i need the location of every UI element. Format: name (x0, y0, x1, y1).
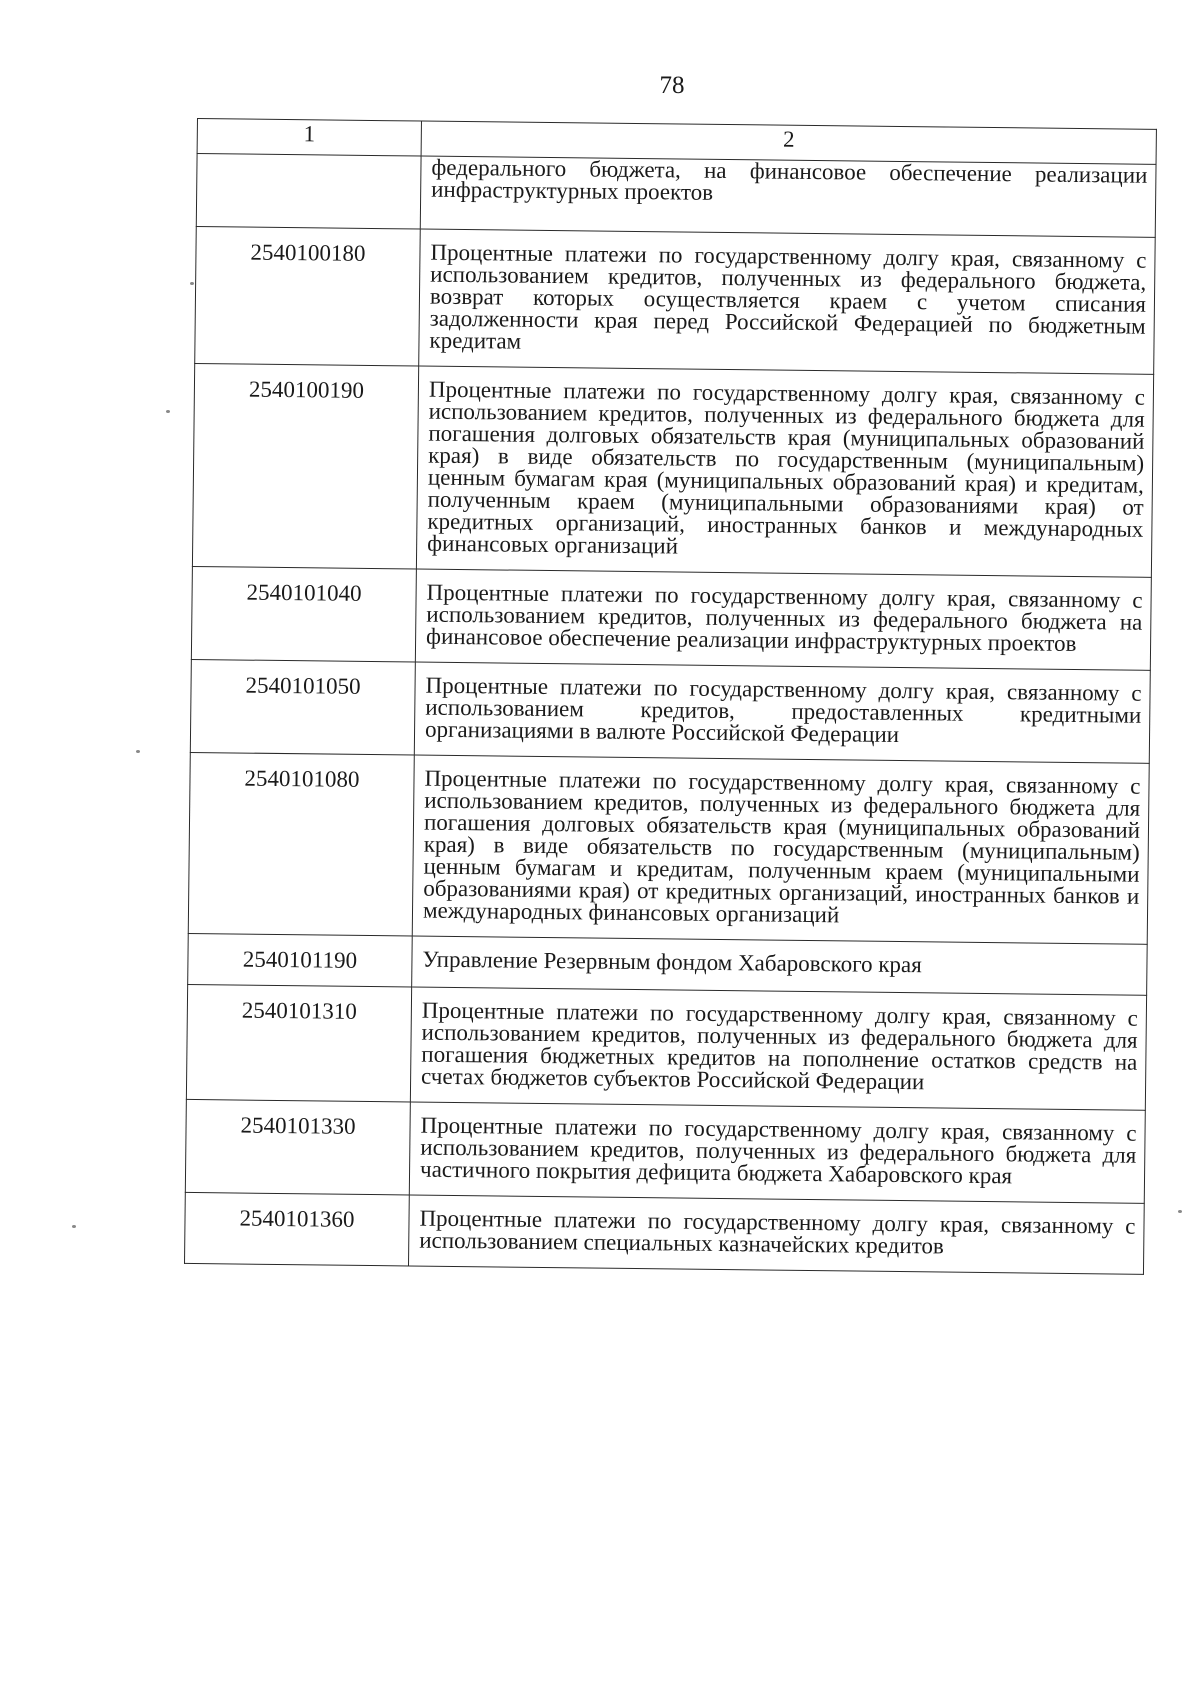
row-code: 2540101040 (191, 566, 416, 662)
table-row (190, 659, 1150, 763)
table-row (196, 154, 1156, 238)
row-code: 2540101330 (185, 1099, 410, 1195)
row-code: 2540101080 (188, 752, 414, 936)
row-code: 2540101190 (188, 933, 413, 987)
table-row (186, 984, 1146, 1110)
table-row (185, 1192, 1145, 1274)
budget-code-table (184, 118, 1157, 1275)
row-description: Процентные платежи по государственному долгу края, связанному с использованием специальных казначейских кредитов (408, 1195, 1144, 1274)
scan-speck (166, 410, 170, 413)
row-description: федерального бюджета, на финансовое обеспечение реализации инфраструктурных проектов (420, 156, 1156, 237)
table-row (185, 1099, 1145, 1203)
row-description: Процентные платежи по государственному долгу края, связанному с использованием кредитов, полученных из федерального бюджета на финансовое обеспечение реализации инфраструктурных проектов (415, 569, 1151, 670)
page-number: 78 (659, 72, 685, 99)
table-row (192, 363, 1153, 577)
column-header-description: 2 (421, 121, 1156, 164)
row-description: Процентные платежи по государственному долгу края, связанному с использованием кредитов, полученных из федерального бюджета для погашения долговых обязательств края (муниципальных образований края) в виде обязательств по государственным (муниципальным) ценным бумагам края (муниципальных образований края) и кредитам, полученным краем (муниципальными образованиями края) от кредитных организаций, иностранных банков и международных финансовых организаций (416, 366, 1153, 577)
scan-speck (190, 282, 194, 285)
row-description: Управление Резервным фондом Хабаровского края (412, 936, 1148, 995)
row-code: 2540100190 (192, 363, 418, 569)
row-code: 2540101310 (186, 984, 411, 1102)
row-description: Процентные платежи по государственному долгу края, связанному с использованием кредитов, полученных из федерального бюджета для частичного покрытия дефицита бюджета Хабаровского края (409, 1102, 1145, 1203)
table-row (188, 752, 1149, 944)
table-row (195, 226, 1155, 374)
scan-speck (72, 1225, 76, 1228)
row-code: 2540101050 (190, 659, 415, 755)
scan-speck (1178, 1210, 1182, 1213)
scan-speck (136, 750, 140, 753)
row-description: Процентные платежи по государственному долгу края, связанному с использованием кредитов, полученных из федерального бюджета для погашения бюджетных кредитов на пополнение остатков средств на счетах бюджетов субъектов Российской Федерации (410, 987, 1146, 1110)
row-description: Процентные платежи по государственному долгу края, связанному с использованием кредитов, предоставленных кредитными организациями в валюте Российской Федерации (414, 662, 1150, 763)
row-code (196, 154, 421, 230)
table-row (191, 566, 1151, 670)
row-description: Процентные платежи по государственному долгу края, связанному с использованием кредитов, полученных из федерального бюджета, возврат которых осуществляется краем с учетом списания задолженности края перед Российской Федерацией по бюджетным кредитам (419, 229, 1156, 374)
row-description: Процентные платежи по государственному долгу края, связанному с использованием кредитов, полученных из федерального бюджета для погашения долговых обязательств края (муниципальных образований края) в виде обязательств по государственным (муниципальным) ценным бумагам и кредитам, полученным краем (муниципальными образованиями края) от кредитных организаций, иностранных банков и международных финансовых организаций (412, 755, 1149, 944)
row-code: 2540101360 (185, 1192, 410, 1266)
row-code: 2540100180 (195, 226, 421, 366)
column-header-code: 1 (197, 119, 421, 157)
